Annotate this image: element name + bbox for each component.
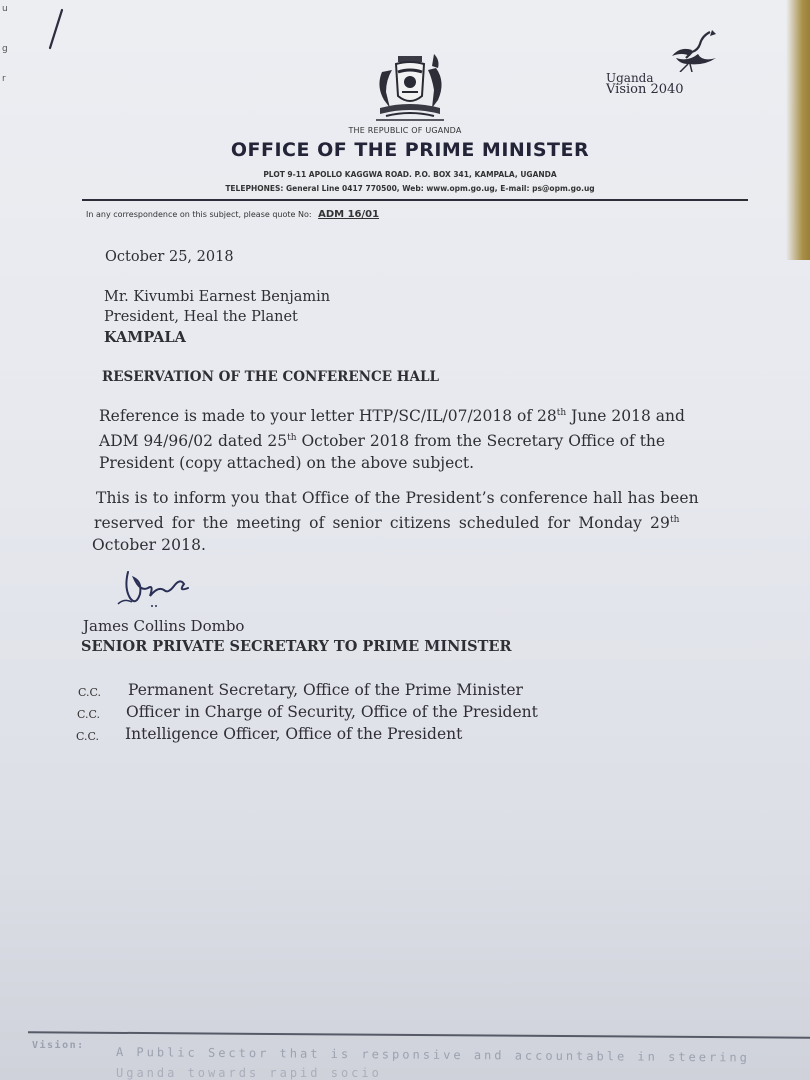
quote-number: ADM 16/01 (318, 209, 380, 220)
quote-label: In any correspondence on this subject, please quote No: (86, 210, 312, 219)
addressee-title: President, Heal the Planet (104, 309, 298, 325)
paragraph-line: Reference is made to your letter HTP/SC/IL/07/2018 of 28th June 2018 and (99, 407, 685, 426)
vision-2040-label: Vision 2040 (606, 82, 684, 97)
office-title: OFFICE OF THE PRIME MINISTER (230, 139, 590, 161)
signatory-name: James Collins Dombo (83, 617, 245, 635)
paragraph-reference (99, 402, 685, 474)
header-divider (82, 199, 748, 201)
paragraph-line: President (copy attached) on the above subject. (99, 454, 475, 473)
addressee-name: Mr. Kivumbi Earnest Benjamin (104, 289, 331, 305)
paragraph-line: ADM 94/96/02 dated 25th October 2018 from the Secretary Office of the (99, 432, 666, 451)
vision-2040-logo (600, 28, 720, 98)
footer-divider (28, 1031, 810, 1039)
cc-recipient: Officer in Charge of Security, Office of the President (126, 703, 538, 721)
reference-quote-line (86, 209, 379, 220)
paragraph-line: October 2018. (92, 536, 207, 555)
footer-vision-statement-cont: Uganda towards rapid socio (116, 1066, 382, 1080)
pen-stroke-mark (40, 8, 70, 50)
coat-of-arms-icon (368, 48, 452, 126)
cc-label: C.C. (76, 730, 100, 743)
republic-heading: THE REPUBLIC OF UGANDA (348, 126, 462, 135)
crested-crane-icon (658, 28, 718, 72)
cc-recipient: Intelligence Officer, Office of the President (125, 725, 463, 743)
office-address: PLOT 9-11 APOLLO KAGGWA ROAD. P.O. BOX 341, KAMPALA, UGANDA (263, 170, 557, 179)
letter-date: October 25, 2018 (105, 249, 234, 265)
letter-subject: RESERVATION OF THE CONFERENCE HALL (102, 369, 439, 385)
cc-label: C.C. (77, 708, 101, 721)
addressee-city: KAMPALA (104, 329, 186, 346)
paragraph-notice (92, 487, 699, 556)
letter-page: u g r Uganda Vision 2040 THE REPUBLIC OF UGANDA OFFICE OF THE PRIME MINISTER PLOT 9-11 APOLLO KAGGWA ROAD. P.O. BOX 341, KAMPALA, UGANDA TELEPHONES: General Line 0417 770500, Web: www.opm.go.ug, E-mail: ps@opm.go.ug In any correspondence on this subject, please quote No: ADM 16/01 October 25, 2018 Mr. Kivumbi Earnest Benjamin President, Heal the Planet KAMPALA RESERVATION OF THE CONFERENCE HALL Reference is made to your letter HTP/SC/IL/07/2018 of 28th June 2018 and ADM 94/96/02 dated 25th October 2018 from the Secretary Office of the President (copy attached) on the above subject. This is to inform you that Office of the President’s conference hall has been reserved for the meeting of senior citizens scheduled for Monday 29th October 2018. James Collins Dombo SENIOR PRIVATE SECRETARY TO PRIME MINISTER C.C. Permanent Secretary, Office of the Prime Minister C.C. Officer in Charge of Security, Office of the President C.C. Intelligence Officer, Office of the President Vision: A Public Sector that is responsive and accountable in steering Uganda towards rapid socio (0, 0, 810, 1080)
paragraph-line: reserved for the meeting of senior citizens scheduled for Monday 29th (94, 514, 680, 533)
signatory-title: SENIOR PRIVATE SECRETARY TO PRIME MINISTER (81, 638, 512, 655)
vision-uganda-label: Uganda (606, 71, 654, 85)
handwritten-signature (110, 568, 200, 614)
cc-label: C.C. (78, 686, 102, 699)
cc-recipient: Permanent Secretary, Office of the Prime Minister (128, 681, 523, 699)
office-contacts: TELEPHONES: General Line 0417 770500, Web: www.opm.go.ug, E-mail: ps@opm.go.ug (225, 184, 595, 193)
footer-vision-statement: A Public Sector that is responsive and accountable in steering (115, 1045, 750, 1065)
footer-vision-label: Vision: (32, 1040, 85, 1051)
paragraph-line: This is to inform you that Office of the President’s conference hall has been (96, 489, 699, 507)
